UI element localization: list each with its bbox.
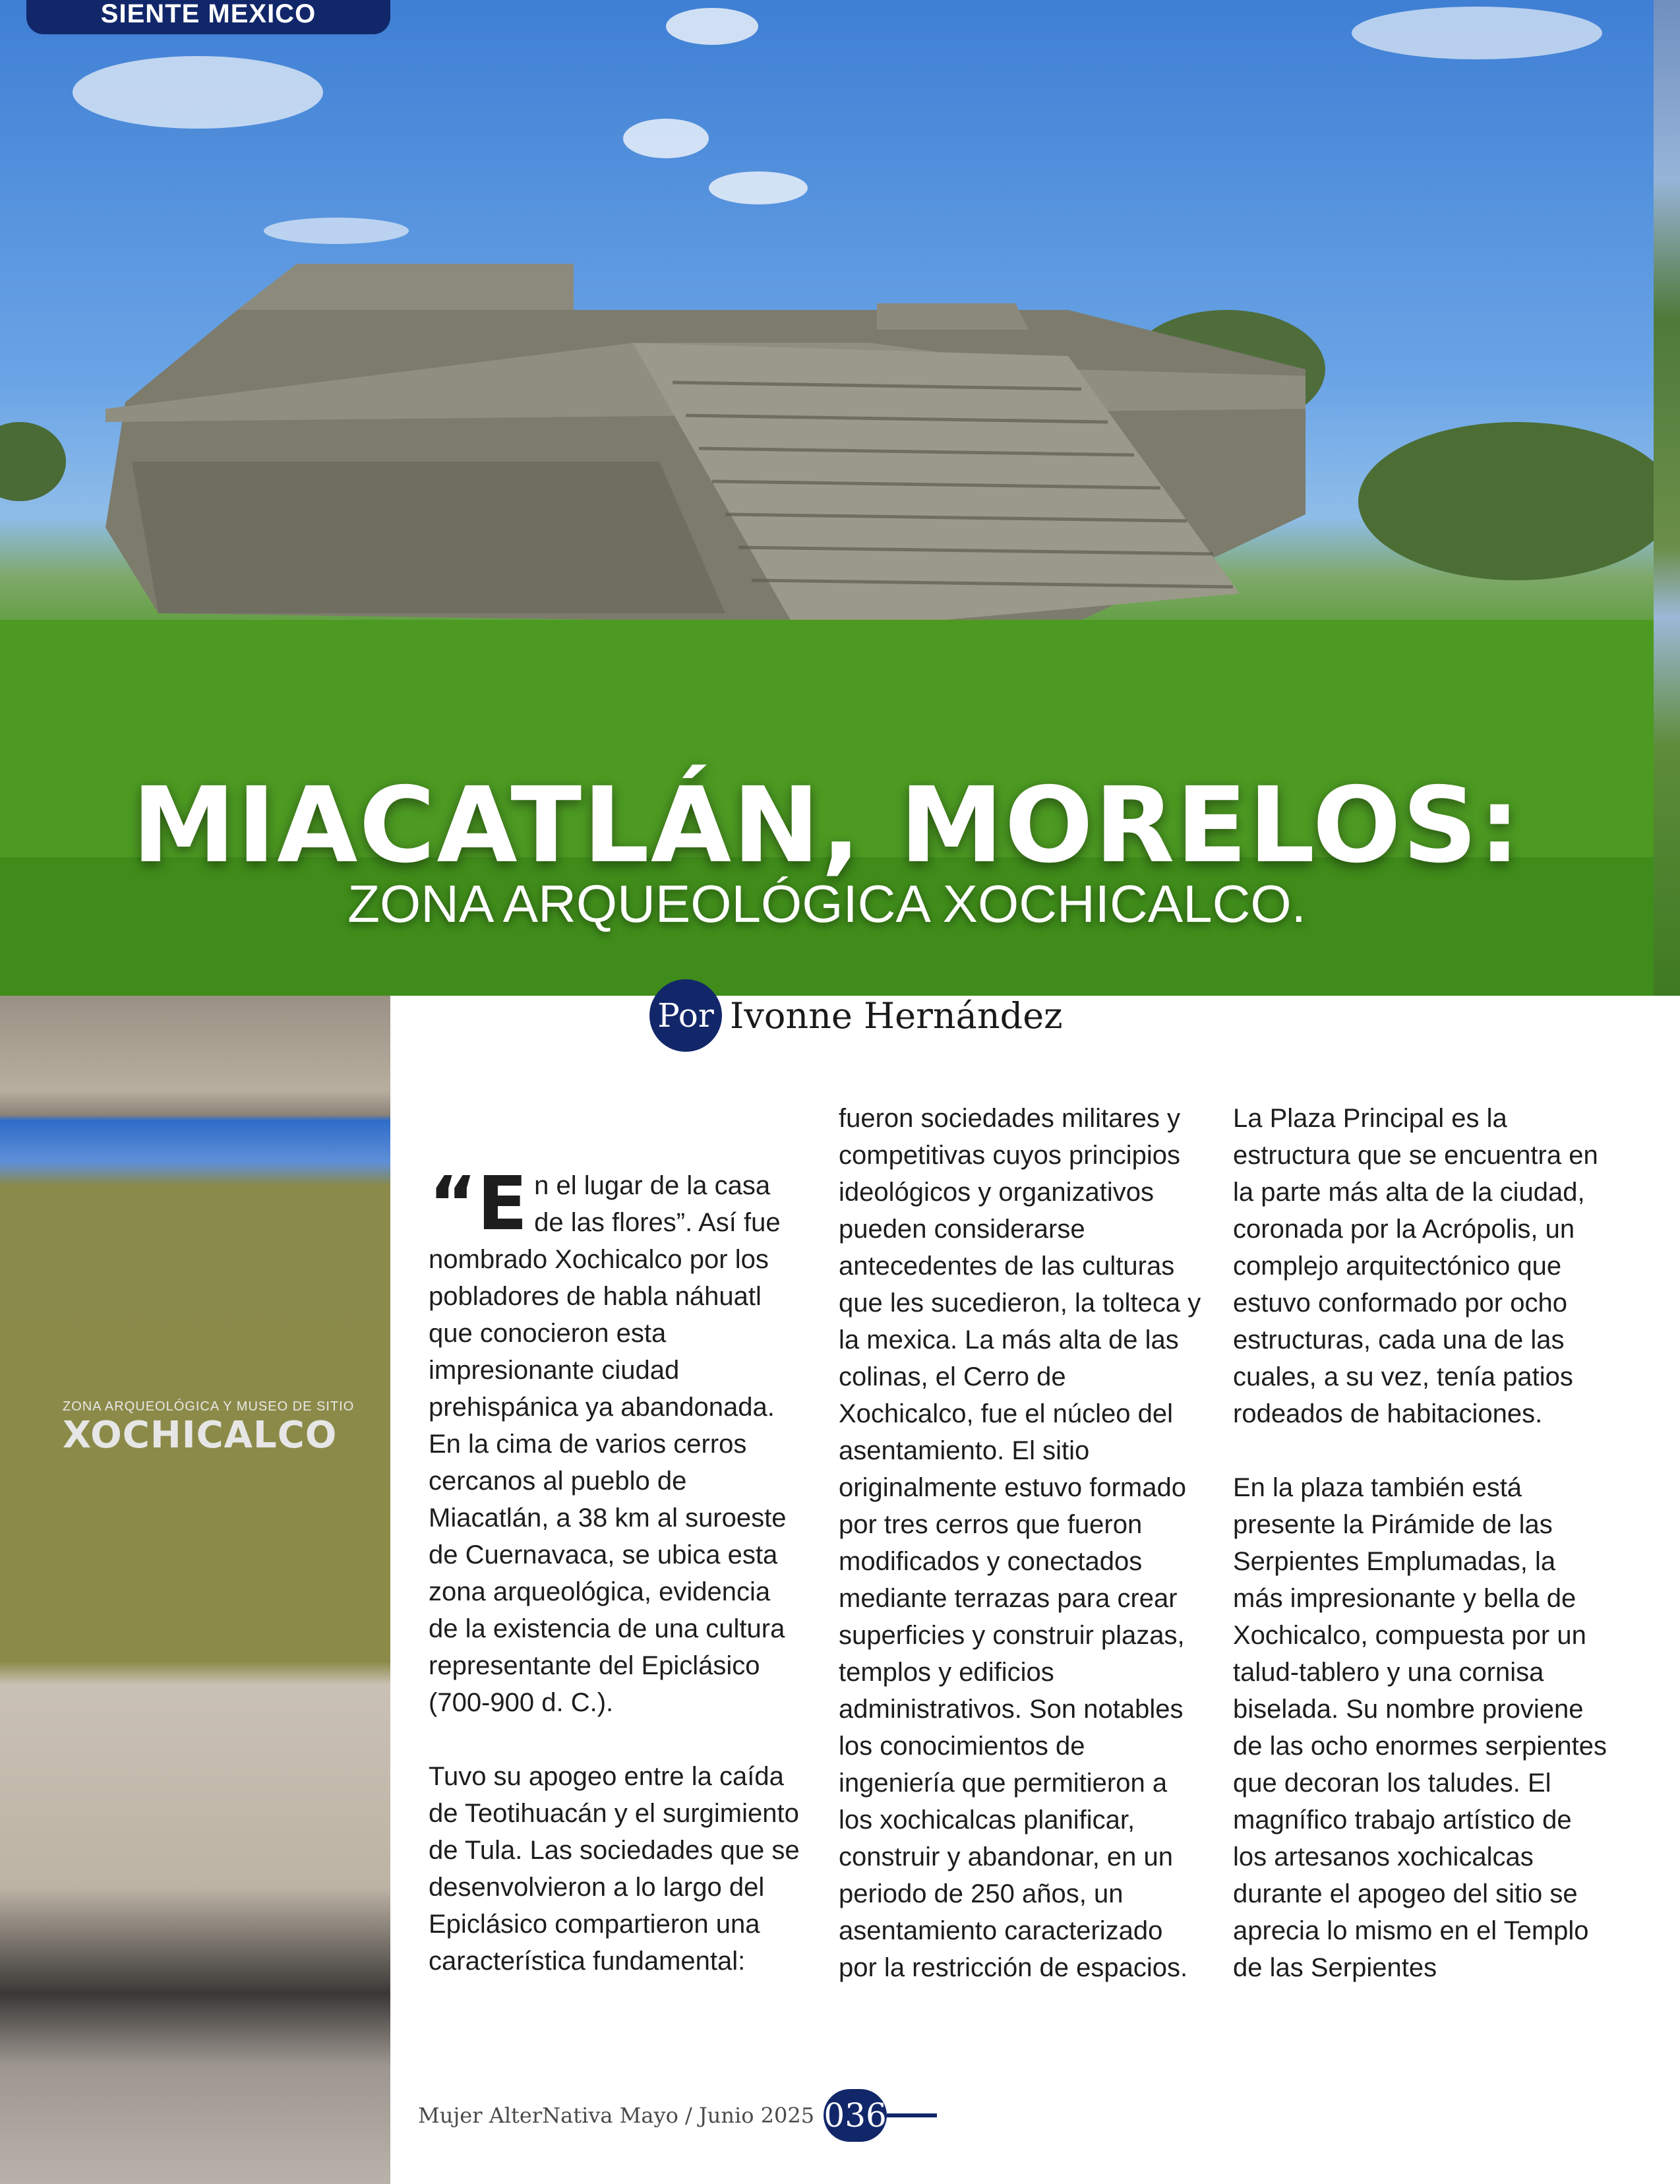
paragraph: fueron sociedades militares y competitivas cuyos principios ideológicos y organizativos pueden considerarse antecedentes de las culturas que les sucedieron, la tolteca y la mexica. La más alta de las colinas, el Cerro de Xochicalco, fue el núcleo del asentamiento. El sitio originalmente estuvo formado por tres cerros que fueron modificados y conectados mediante terrazas para crear superficies y construir plazas, templos y edificios administrativos. Son notables los conocimientos de ingeniería que permitieron a los xochicalcas planificar, construir y abandonar, en un periodo de 250 años, un asentamiento caracterizado por la restricción de espacios.: [839, 1104, 1201, 1982]
museum-photo: [0, 996, 390, 2184]
text-column-2: [839, 1100, 1208, 1986]
article-subtitle: ZONA ARQUEOLÓGICA XOCHICALCO.: [347, 874, 1306, 933]
side-photo-strip: [1654, 0, 1680, 996]
museum-sign: XOCHICALCO: [63, 1414, 338, 1457]
author-name: Ivonne Hernández: [730, 994, 1063, 1037]
text-column-3: [1233, 1100, 1609, 1986]
page-number: 036: [824, 2089, 887, 2142]
paragraph-text: n el lugar de la casa de las flores”. Así fue nombrado Xochicalco por los pobladores de habla náhuatl que conocieron esta impresionante ciudad prehispánica ya abandonada. En la cima de varios cerros cercanos al pueblo de Miacatlán, a 38 km al suroeste de Cuernavaca, se ubica esta zona arqueológica, evidencia de la existencia de una cultura representante del Epiclásico (700-900 d. C.).: [429, 1171, 787, 1717]
section-tag: SIENTE MEXICO: [26, 0, 390, 34]
paragraph: La Plaza Principal es la estructura que se encuentra en la parte más alta de la ciudad, coronada por la Acrópolis, un complejo arquitectónico que estuvo conformado por ocho estructuras, cada una de las cuales, a su vez, tenía patios rodeados de habitaciones.: [1233, 1104, 1598, 1428]
page-footer: [418, 2089, 937, 2142]
article-title: MIACATLÁN, MORELOS:: [132, 765, 1522, 886]
paragraph: En la plaza también está presente la Pirámide de las Serpientes Emplumadas, la más impresionante y bella de Xochicalco, compuesta por un talud-tablero y una cornisa biselada. Su nombre proviene de las ocho enormes serpientes que decoran los taludes. El magnífico trabajo artístico de los artesanos xochicalcas durante el apogeo del sitio se aprecia lo mismo en el Templo de las Serpientes: [1233, 1473, 1607, 1982]
museum-sign-caption: ZONA ARQUEOLÓGICA Y MUSEO DE SITIO: [63, 1399, 355, 1414]
footer-rule: [887, 2113, 937, 2117]
text-column-1: [429, 1161, 804, 1980]
byline: [649, 979, 1063, 1052]
byline-badge: Por: [649, 979, 722, 1052]
paragraph: Tuvo su apogeo entre la caída de Teotihuacán y el surgimiento de Tula. Las sociedades que se desenvolvieron a lo largo del Epiclásico compartieron una característica fundamental:: [429, 1762, 800, 1976]
paragraph: [429, 1161, 804, 1721]
publication-name: Mujer AlterNativa Mayo / Junio 2025: [418, 2103, 815, 2128]
drop-cap: “E: [429, 1161, 528, 1247]
